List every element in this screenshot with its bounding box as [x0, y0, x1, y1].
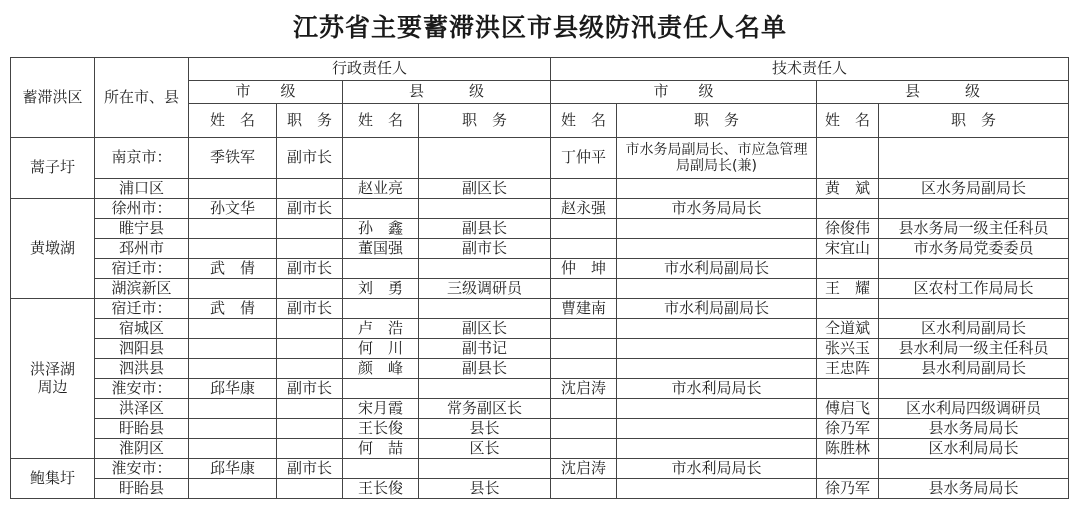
- location-cell: 洪泽区: [95, 399, 189, 419]
- admin-city-name: [189, 399, 277, 419]
- tech-city-post: [617, 439, 817, 459]
- table-row: [11, 219, 1069, 239]
- admin-county-name: 董国强: [343, 239, 419, 259]
- tech-city-post: [617, 279, 817, 299]
- admin-city-name: 邱华康: [189, 379, 277, 399]
- tech-city-name: [551, 239, 617, 259]
- admin-county-post: 副区长: [419, 179, 551, 199]
- admin-city-post: 副市长: [277, 199, 343, 219]
- admin-county-name: 刘 勇: [343, 279, 419, 299]
- admin-city-post: [277, 279, 343, 299]
- admin-county-post: [419, 299, 551, 319]
- tech-county-post: 区水利局局长: [879, 439, 1069, 459]
- admin-city-post: [277, 419, 343, 439]
- tech-city-post: 市水务局局长: [617, 199, 817, 219]
- tech-county-post: 县水利局一级主任科员: [879, 339, 1069, 359]
- table-row: [11, 339, 1069, 359]
- tech-city-post: [617, 399, 817, 419]
- admin-county-post: 三级调研员: [419, 279, 551, 299]
- location-cell: 淮阴区: [95, 439, 189, 459]
- tech-city-post: 市水利局副局长: [617, 259, 817, 279]
- admin-city-post: 副市长: [277, 259, 343, 279]
- table-row: [11, 239, 1069, 259]
- tech-city-name: 曹建南: [551, 299, 617, 319]
- tech-county-post: 县水务局局长: [879, 479, 1069, 499]
- tech-county-name: 傅启飞: [817, 399, 879, 419]
- location-cell: 盱眙县: [95, 479, 189, 499]
- tech-county-post: [879, 259, 1069, 279]
- admin-county-name: 王长俊: [343, 479, 419, 499]
- admin-county-name: 何 川: [343, 339, 419, 359]
- responsibility-table: [10, 57, 1069, 499]
- admin-county-name: 宋月霞: [343, 399, 419, 419]
- table-row: [11, 379, 1069, 399]
- tech-county-post: 县水利局副局长: [879, 359, 1069, 379]
- admin-city-name: 邱华康: [189, 459, 277, 479]
- location-cell: 宿城区: [95, 319, 189, 339]
- header-post: 职 务: [617, 104, 817, 138]
- admin-city-post: 副市长: [277, 299, 343, 319]
- admin-city-name: [189, 439, 277, 459]
- tech-county-post: 区水利局四级调研员: [879, 399, 1069, 419]
- tech-city-name: 赵永强: [551, 199, 617, 219]
- admin-county-post: [419, 459, 551, 479]
- tech-city-name: [551, 479, 617, 499]
- tech-city-post: [617, 339, 817, 359]
- admin-county-post: [419, 379, 551, 399]
- admin-county-name: 赵业亮: [343, 179, 419, 199]
- admin-city-name: 武 倩: [189, 259, 277, 279]
- admin-county-post: [419, 138, 551, 179]
- admin-city-name: [189, 279, 277, 299]
- header-admin-city: 市 级: [189, 81, 343, 104]
- location-cell: 泗洪县: [95, 359, 189, 379]
- tech-county-name: 宋宜山: [817, 239, 879, 259]
- header-post: 职 务: [879, 104, 1069, 138]
- admin-city-name: [189, 339, 277, 359]
- tech-city-post: [617, 179, 817, 199]
- admin-city-name: [189, 179, 277, 199]
- admin-city-post: [277, 319, 343, 339]
- tech-county-post: 区农村工作局局长: [879, 279, 1069, 299]
- tech-county-post: [879, 299, 1069, 319]
- admin-city-post: [277, 219, 343, 239]
- tech-county-name: 陈胜林: [817, 439, 879, 459]
- location-cell: 淮安市：: [95, 459, 189, 479]
- tech-city-name: [551, 359, 617, 379]
- admin-county-post: 副县长: [419, 359, 551, 379]
- header-name: 姓 名: [817, 104, 879, 138]
- tech-county-post: [879, 379, 1069, 399]
- table-row: [11, 419, 1069, 439]
- tech-county-name: 王 耀: [817, 279, 879, 299]
- table-row: [11, 479, 1069, 499]
- header-zone: 蓄滞洪区: [11, 58, 95, 138]
- tech-county-post: 区水务局副局长: [879, 179, 1069, 199]
- tech-city-name: 沈启涛: [551, 459, 617, 479]
- admin-city-name: [189, 239, 277, 259]
- admin-county-post: 县长: [419, 419, 551, 439]
- tech-city-post: 市水利局局长: [617, 459, 817, 479]
- tech-city-name: [551, 279, 617, 299]
- header-tech-city: 市 级: [551, 81, 817, 104]
- tech-city-post: 市水利局副局长: [617, 299, 817, 319]
- location-cell: 湖滨新区: [95, 279, 189, 299]
- tech-city-name: 丁仲平: [551, 138, 617, 179]
- tech-county-name: 徐乃军: [817, 479, 879, 499]
- tech-county-name: [817, 259, 879, 279]
- header-post: 职 务: [277, 104, 343, 138]
- admin-county-post: 区长: [419, 439, 551, 459]
- header-name: 姓 名: [551, 104, 617, 138]
- admin-city-name: 武 倩: [189, 299, 277, 319]
- header-admin: 行政责任人: [189, 58, 551, 81]
- admin-county-post: 副县长: [419, 219, 551, 239]
- zone-cell: 鲍集圩: [11, 459, 95, 499]
- admin-city-name: [189, 319, 277, 339]
- admin-city-post: [277, 359, 343, 379]
- admin-county-name: 王长俊: [343, 419, 419, 439]
- tech-city-post: 市水利局局长: [617, 379, 817, 399]
- header-name: 姓 名: [189, 104, 277, 138]
- admin-county-post: 县长: [419, 479, 551, 499]
- tech-county-name: [817, 379, 879, 399]
- location-cell: 浦口区: [95, 179, 189, 199]
- tech-county-name: 黄 斌: [817, 179, 879, 199]
- admin-city-post: [277, 399, 343, 419]
- location-cell: 睢宁县: [95, 219, 189, 239]
- location-cell: 宿迁市：: [95, 259, 189, 279]
- tech-county-name: 王忠阵: [817, 359, 879, 379]
- admin-city-name: [189, 219, 277, 239]
- admin-city-post: 副市长: [277, 138, 343, 179]
- header-location: 所在市、县: [95, 58, 189, 138]
- tech-city-name: 沈启涛: [551, 379, 617, 399]
- admin-county-name: [343, 459, 419, 479]
- header-tech: 技术责任人: [551, 58, 1069, 81]
- header-tech-county: 县 级: [817, 81, 1069, 104]
- table-row: [11, 459, 1069, 479]
- tech-county-name: 张兴玉: [817, 339, 879, 359]
- table-row: [11, 359, 1069, 379]
- tech-county-post: 县水务局局长: [879, 419, 1069, 439]
- admin-county-name: [343, 379, 419, 399]
- tech-county-name: 徐俊伟: [817, 219, 879, 239]
- header-post: 职 务: [419, 104, 551, 138]
- admin-city-post: [277, 179, 343, 199]
- location-cell: 淮安市：: [95, 379, 189, 399]
- tech-city-post: [617, 359, 817, 379]
- table-row: [11, 199, 1069, 219]
- location-cell: 邳州市: [95, 239, 189, 259]
- admin-county-name: [343, 299, 419, 319]
- zone-cell: 蒿子圩: [11, 138, 95, 199]
- tech-city-post: [617, 479, 817, 499]
- table-row: [11, 138, 1069, 179]
- table-row: [11, 439, 1069, 459]
- admin-county-name: 颜 峰: [343, 359, 419, 379]
- tech-county-post: 市水务局党委委员: [879, 239, 1069, 259]
- tech-county-post: 县水务局一级主任科员: [879, 219, 1069, 239]
- admin-county-name: [343, 138, 419, 179]
- admin-city-name: [189, 359, 277, 379]
- admin-city-post: [277, 479, 343, 499]
- admin-city-post: [277, 439, 343, 459]
- page-title: 江苏省主要蓄滞洪区市县级防汛责任人名单: [292, 13, 787, 42]
- tech-city-name: 仲 坤: [551, 259, 617, 279]
- admin-city-post: 副市长: [277, 459, 343, 479]
- zone-cell: 洪泽湖周边: [11, 299, 95, 459]
- admin-county-post: 副区长: [419, 319, 551, 339]
- tech-city-post: [617, 319, 817, 339]
- tech-city-name: [551, 419, 617, 439]
- table-row: [11, 319, 1069, 339]
- tech-city-post: 市水务局副局长、市应急管理局副局长(兼): [617, 138, 817, 179]
- location-cell: 南京市：: [95, 138, 189, 179]
- tech-county-name: [817, 138, 879, 179]
- admin-county-post: [419, 259, 551, 279]
- admin-county-post: 常务副区长: [419, 399, 551, 419]
- tech-city-name: [551, 399, 617, 419]
- admin-city-post: [277, 239, 343, 259]
- admin-county-post: 副市长: [419, 239, 551, 259]
- tech-county-name: 仝道斌: [817, 319, 879, 339]
- table-row: [11, 399, 1069, 419]
- tech-county-name: 徐乃军: [817, 419, 879, 439]
- tech-city-name: [551, 339, 617, 359]
- header-admin-county: 县 级: [343, 81, 551, 104]
- tech-city-name: [551, 179, 617, 199]
- table-row: [11, 259, 1069, 279]
- admin-county-post: 副书记: [419, 339, 551, 359]
- table-row: [11, 279, 1069, 299]
- table-body: [11, 138, 1069, 499]
- admin-city-name: 孙文华: [189, 199, 277, 219]
- location-cell: 盱眙县: [95, 419, 189, 439]
- tech-city-post: [617, 419, 817, 439]
- admin-city-post: [277, 339, 343, 359]
- admin-county-name: [343, 259, 419, 279]
- tech-county-post: [879, 459, 1069, 479]
- admin-city-name: [189, 419, 277, 439]
- admin-city-name: 季铁军: [189, 138, 277, 179]
- tech-county-post: 区水利局副局长: [879, 319, 1069, 339]
- zone-cell: 黄墩湖: [11, 199, 95, 299]
- tech-county-post: [879, 138, 1069, 179]
- admin-county-name: 孙 鑫: [343, 219, 419, 239]
- tech-county-post: [879, 199, 1069, 219]
- tech-city-name: [551, 219, 617, 239]
- header-name: 姓 名: [343, 104, 419, 138]
- table-row: [11, 299, 1069, 319]
- tech-city-name: [551, 319, 617, 339]
- tech-city-name: [551, 439, 617, 459]
- tech-city-post: [617, 239, 817, 259]
- admin-county-name: 卢 浩: [343, 319, 419, 339]
- tech-city-post: [617, 219, 817, 239]
- tech-county-name: [817, 459, 879, 479]
- admin-county-post: [419, 199, 551, 219]
- location-cell: 泗阳县: [95, 339, 189, 359]
- admin-city-post: 副市长: [277, 379, 343, 399]
- location-cell: 宿迁市：: [95, 299, 189, 319]
- admin-county-name: 何 喆: [343, 439, 419, 459]
- table-row: [11, 179, 1069, 199]
- admin-city-name: [189, 479, 277, 499]
- admin-county-name: [343, 199, 419, 219]
- location-cell: 徐州市：: [95, 199, 189, 219]
- tech-county-name: [817, 299, 879, 319]
- tech-county-name: [817, 199, 879, 219]
